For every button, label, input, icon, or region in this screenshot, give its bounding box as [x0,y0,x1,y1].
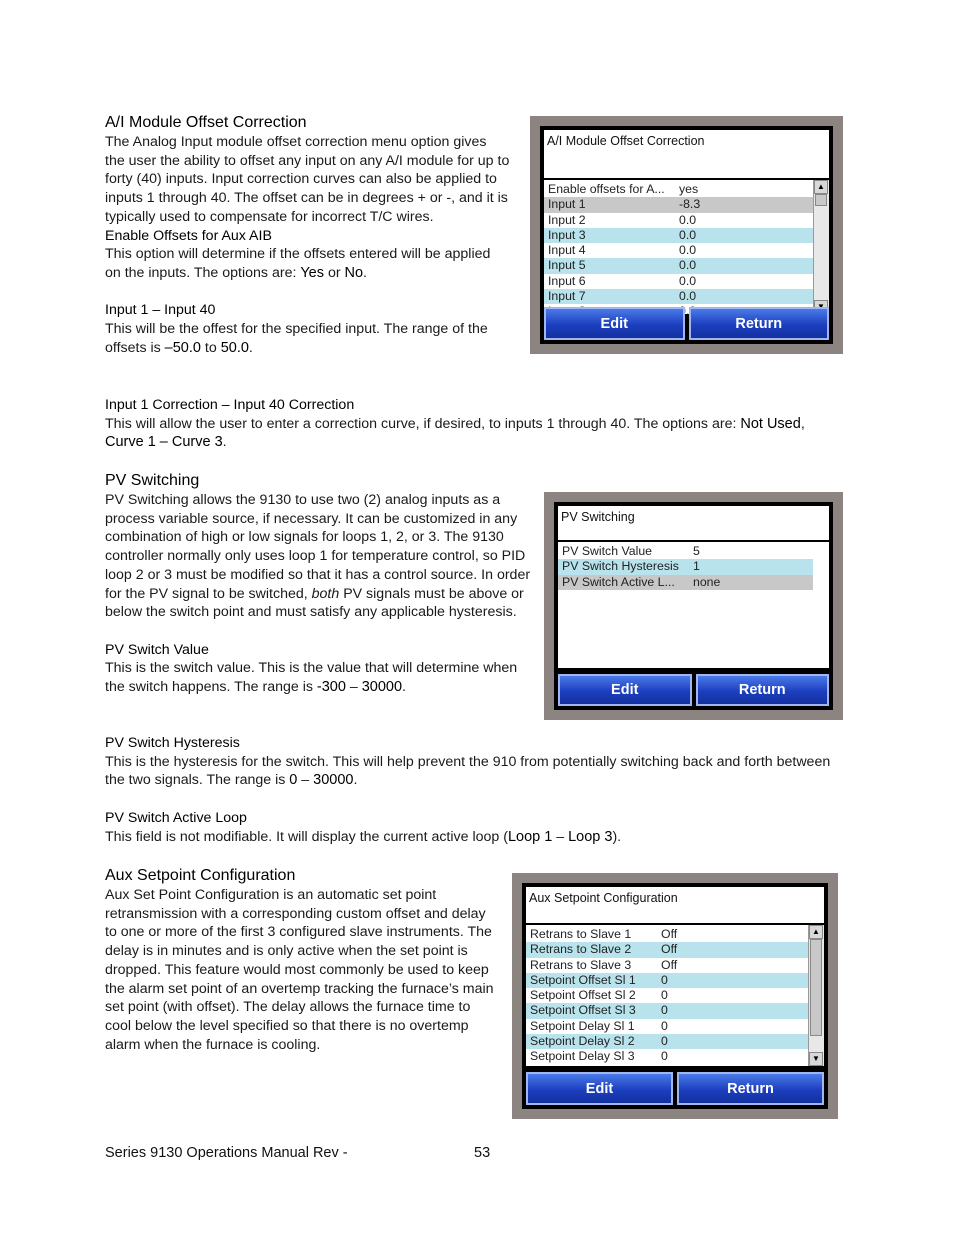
subheading: Input 1 – Input 40 [105,302,216,319]
list-item-value: 0.0 [679,227,697,242]
list-item-label: Retrans to Slave 2 [530,942,632,957]
list-item-value: 0 [661,1003,668,1018]
list-item-value: 0.0 [679,243,697,258]
list-item-value: 0.0 [679,273,697,288]
scrollbar[interactable] [808,925,824,1066]
list-item-label: Input 6 [548,273,586,288]
screen-list [544,180,829,314]
list-item[interactable] [526,1034,808,1049]
list-item[interactable] [526,927,808,942]
section-heading: Aux Setpoint Configuration [105,867,296,884]
list-item-value: 0 [661,972,668,987]
list-item[interactable] [526,1019,808,1034]
return-button[interactable]: Return [689,307,830,340]
list-item-value: 0 [661,1018,668,1033]
list-item[interactable] [526,1003,808,1018]
list-item-label: Setpoint Delay Sl 2 [530,1034,635,1049]
list-item-label: Input 5 [548,258,586,273]
list-item[interactable] [526,988,808,1003]
pv-switching-screenshot [544,492,843,720]
section-heading: PV Switching [105,472,200,489]
subheading: PV Switch Active Loop [105,809,247,826]
ai-offset-screenshot [530,116,843,354]
screen-list [526,925,824,1066]
list-item-value: yes [679,182,699,196]
scroll-up-icon[interactable]: ▲ [814,180,828,194]
list-item[interactable] [526,958,808,973]
ai-correction-section [105,396,845,452]
input-body: This will be the offest for the specified input. The range of the offsets is –50.0 to 50.0. [105,321,488,356]
list-item-label: Input 3 [548,227,586,242]
list-item-label: Setpoint Delay Sl 1 [530,1018,635,1033]
return-button[interactable]: Return [696,674,830,706]
loop-min: Loop 1 [507,828,553,845]
list-item-value: Off [661,927,678,941]
list-item-label: Input 4 [548,243,586,258]
option-no: No [344,264,364,281]
list-item-value: 0 [661,988,668,1003]
list-item-value: Off [661,942,678,957]
range-min: -300 [316,679,346,696]
aux-setpoint-section [105,866,495,1054]
page-number: 53 [474,1145,491,1161]
list-item[interactable] [544,182,813,197]
scroll-thumb[interactable] [815,194,827,206]
range-max: 30000 [313,772,354,789]
option-curves: Curve 1 – Curve 3 [105,434,223,451]
list-item[interactable] [526,1049,808,1064]
list-item-label: PV Switch Value [562,544,652,558]
edit-button[interactable]: Edit [544,307,685,340]
return-button[interactable]: Return [677,1072,824,1105]
section-body: Aux Set Point Configuration is an automatic set point retransmission with a corresponding custom offset and delay to one or more of the first 3 configured slave instruments. The delay is in minutes and is only active when the set point is dropped. This feature would most commonly be used to keep the alarm set point of an overtemp tracking the furnace’s main set point (with offset). The delay allows the furnace time to cool below the level specified so that there is no overtemp alarm when the furnace is cooling. [105,887,494,1053]
edit-button[interactable]: Edit [558,674,692,706]
list-item[interactable] [544,243,813,258]
list-item-label: Setpoint Offset Sl 1 [530,972,636,987]
list-item[interactable] [558,544,813,559]
section-heading: A/I Module Offset Correction [105,114,307,131]
list-item-label: Input 7 [548,289,586,304]
range-min: –50.0 [164,339,201,356]
list-item-value: 0.0 [679,258,697,273]
list-item-value: 1 [693,559,700,574]
screen-title: Aux Setpoint Configuration [526,887,824,923]
subheading: Input 1 Correction – Input 40 Correction [105,397,355,413]
list-item-value: 0.0 [679,289,697,304]
footer-title: Series 9130 Operations Manual Rev - [105,1145,348,1161]
correction-body: This will allow the user to enter a correction curve, if desired, to inputs 1 through 40. The options are: Not Used, Curve 1 – Curve 3. [105,415,805,451]
subheading: Enable Offsets for Aux AIB [105,227,272,244]
range-min: 0 [289,772,298,789]
list-item-value: Off [661,957,678,972]
scroll-down-icon[interactable]: ▼ [809,1052,823,1066]
enable-body: This option will determine if the offsets entered will be applied on the inputs. The options are: Yes or No. [105,246,491,281]
screen-title: A/I Module Offset Correction [544,130,829,178]
list-item-value: 0.0 [679,212,697,227]
list-item-label: Input 1 [548,197,586,212]
list-item[interactable] [544,213,813,228]
screen-title: PV Switching [558,506,829,540]
list-item-label: Setpoint Offset Sl 2 [530,988,636,1003]
ai-offset-section [105,113,510,357]
subheading: PV Switch Value [105,641,209,658]
active-loop-body: This field is not modifiable. It will display the current active loop (Loop 1 – Loop 3). [105,828,622,845]
list-item[interactable] [558,575,813,590]
section-body: The Analog Input module offset correction menu option gives the user the ability to offset any input on any A/I module for up to forty (40) inputs. Input correction curves can also be applied to inputs 1 through 40. The offset can be in degrees + or -, and it is typically used to compensate for incorrect T/C wires. [105,134,510,225]
range-max: 50.0 [220,339,249,356]
subheading: PV Switch Hysteresis [105,735,240,751]
list-item-value: none [693,574,721,589]
option-not-used: Not Used [740,415,801,432]
list-item[interactable] [544,258,813,273]
list-item-value: 5 [693,544,700,558]
list-item-label: Input 2 [548,212,586,227]
hysteresis-body: This is the hysteresis for the switch. This will help prevent the 910 from potentially switching back and forth between the two signals. The range is 0 – 30000. [105,753,831,789]
list-item-label: Retrans to Slave 1 [530,927,632,941]
scroll-up-icon[interactable]: ▲ [809,925,823,939]
list-item-label: PV Switch Hysteresis [562,559,679,574]
pv-hysteresis-section [105,734,845,846]
screen-list [558,542,829,668]
section-body: PV Switching allows the 9130 to use two (2) analog inputs as a process variable source, if necessary. It can be customized in any combination of high or low signals for loops 1, 2, or 3. The 9130 controller normally only uses loop 1 for temperature control, so PID loop 2 or 3 must be modified so that it has a control source. In order for the PV signal to be switched, both PV signals must be above or below the switch point and must satisfy any applicable hysteresis. [105,492,531,621]
list-item[interactable] [558,559,813,574]
edit-button[interactable]: Edit [526,1072,673,1105]
value-body: This is the switch value. This is the value that will determine when the switch happens. The range is -300 – 30000. [105,660,518,696]
range-max: 30000 [361,679,403,696]
list-item-value: -8.3 [679,197,701,212]
scroll-thumb[interactable] [810,939,822,1036]
pv-switching-section [105,471,533,697]
aux-setpoint-screenshot [512,873,838,1119]
list-item-value: 0 [661,1034,668,1049]
list-item-label: Setpoint Delay Sl 3 [530,1049,635,1064]
list-item-value: 0 [661,1049,668,1064]
loop-max: Loop 3 [568,828,613,845]
list-item[interactable] [526,973,808,988]
list-item-label: Retrans to Slave 3 [530,957,632,972]
list-item-label: Enable offsets for A... [548,182,665,196]
list-item[interactable] [544,228,813,243]
list-item[interactable] [526,942,808,957]
list-item-label: PV Switch Active L... [562,574,675,589]
scrollbar[interactable] [813,180,829,314]
option-yes: Yes [300,264,324,281]
list-item[interactable] [544,274,813,289]
list-item[interactable] [544,289,813,304]
list-item-label: Setpoint Offset Sl 3 [530,1003,636,1018]
list-item[interactable] [544,197,813,212]
